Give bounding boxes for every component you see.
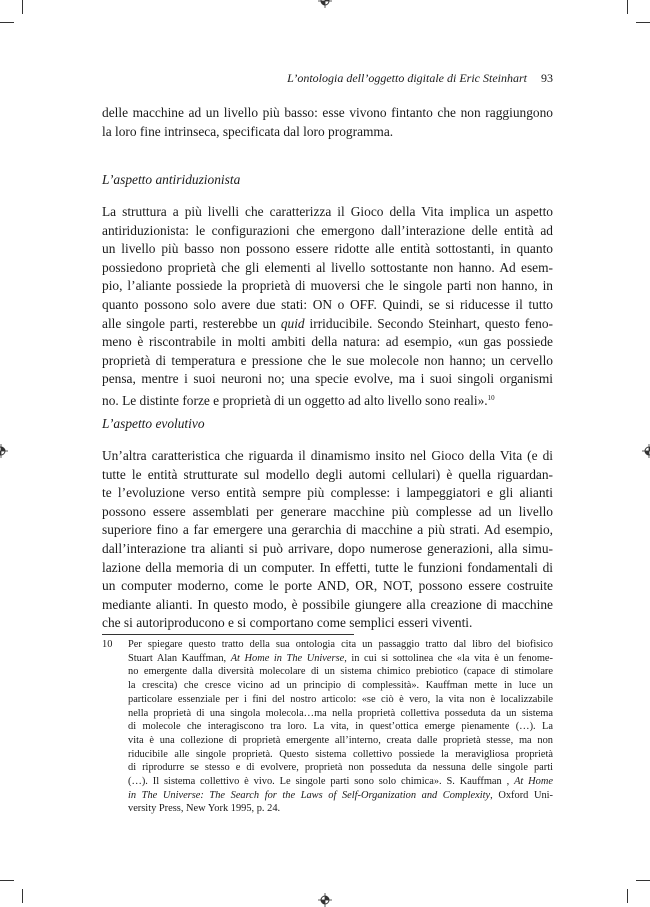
crop-mark xyxy=(636,22,650,23)
registration-mark-icon xyxy=(318,0,332,8)
text-line: pensa, mentre i suoi neuroni no; una specie evolve, ma i suoi singoli organismi xyxy=(102,371,553,387)
footnote-body xyxy=(128,638,553,816)
crop-mark xyxy=(636,880,650,881)
text-run: , in cui si sottolinea che «la vita è un fenome- xyxy=(344,652,553,664)
book-title: At Home xyxy=(514,776,553,788)
text-run: , Oxford Uni- xyxy=(490,789,553,801)
book-title: in The Universe: The Search for the Laws of Self-Organization and Complexity xyxy=(128,789,491,801)
text-line xyxy=(128,775,553,789)
crop-mark xyxy=(22,0,23,14)
text-line: un computer moderno, come le porte AND, OR, NOT, possono essere costruite xyxy=(102,578,553,594)
footnote-ref[interactable]: 10 xyxy=(487,393,495,402)
crop-mark xyxy=(0,880,14,881)
text-line: particolare essenziale per i fini del nostro articolo: «se ciò è vero, la vita non è localizzabile xyxy=(128,693,553,705)
crop-mark xyxy=(627,889,628,903)
text-line: mediante alianti. In questo modo, è possibile giungere alla creazione di macchine xyxy=(102,596,553,612)
footnote-divider xyxy=(102,634,354,635)
text-run: (…). Il sistema collettivo è vivo. Le singole parti sono solo chimica». S. Kauffman , xyxy=(128,776,515,788)
text-line: di molecole che interagiscono tra loro. La vita, in quest’ottica emerge pienamente (…). La xyxy=(128,721,553,733)
section-heading: L’aspetto evolutivo xyxy=(102,416,205,431)
crop-mark xyxy=(22,889,23,903)
registration-mark-icon xyxy=(0,444,8,458)
text-line: riducibile alle singole proprietà. Questo sistema collettivo possiede la meravigliosa proprietà xyxy=(128,748,553,760)
paragraph xyxy=(102,203,553,411)
crop-mark xyxy=(0,22,14,23)
italic-term: quid xyxy=(280,315,305,331)
text-line: tutte le entità strutturate sul modello degli automi cellulari) è quella riguardan- xyxy=(102,466,553,482)
text-line: dall’interazione tra alianti si può arrivare, dopo numerose generazioni, alla simu- xyxy=(102,540,553,556)
book-title: At Home in The Universe xyxy=(230,652,345,664)
text-line: che si autoriproducono e si comportano come semplici esseri viventi. xyxy=(102,615,473,631)
text-line: no emergente dalla diversità molecolare di un sistema chimico prebiotico (capace di stimolare xyxy=(128,666,553,678)
text-line: versity Press, New York 1995, p. 24. xyxy=(128,803,281,815)
text-line: un livello più basso non possono essere ridotte alle entità sottostanti, in quanto xyxy=(102,241,553,257)
running-header xyxy=(287,71,553,86)
text-line: la crescita) che cresce vicino ad un principio di complessità». Kauffman mette in luce un xyxy=(128,680,553,692)
text-line xyxy=(102,315,553,334)
text-line: vita è una collezione di proprietà emergente all’interno, creata dalle proprietà stesse, ma non xyxy=(128,734,553,746)
text-line xyxy=(128,789,553,803)
text-line: proprietà di temperatura e pressione che le sue molecole non hanno; un cervello xyxy=(102,352,553,368)
running-title: L’ontologia dell’oggetto digitale di Eric Steinhart xyxy=(287,71,527,85)
text-line: Un’altra caratteristica che riguarda il dinamismo insito nel Gioco della Vita (e di xyxy=(102,448,553,463)
text-line: superiore fino a far emergere una gerarchia di macchine a più strati. Ad esempio, xyxy=(102,522,553,538)
text-line: pio, l’aliante possiede la proprietà di muoversi che le singole parti non hanno, in xyxy=(102,278,553,294)
text-run: alle singole parti, resterebbe un xyxy=(102,315,281,331)
text-run: no. Le distinte forze e proprietà di un oggetto ad alto livello sono reali». xyxy=(102,392,488,408)
text-line: Per spiegare questo tratto della sua ontologia cita un passaggio tratto dal libro del biofisico xyxy=(128,639,553,650)
text-line: lazione della memoria di un computer. In effetti, tutte le funzioni fondamentali di xyxy=(102,559,553,575)
text-line: la loro fine intrinseca, specificata dal loro programma. xyxy=(102,123,394,139)
text-line xyxy=(102,389,553,411)
text-line: possono essere assemblati per generare macchine più complesse ad un livello xyxy=(102,503,553,519)
text-line: nella proprietà di una singola molecola…ma nella proprietà collettiva posseduta da un sistema xyxy=(128,707,553,719)
text-line: antiriduzionista: le configurazioni che emergono dall’interazione delle entità ad xyxy=(102,222,553,238)
registration-mark-icon xyxy=(642,444,650,458)
paragraph xyxy=(102,104,553,141)
text-line: delle macchine ad un livello più basso: esse vivono fintanto che non raggiungono xyxy=(102,105,553,120)
text-line: te l’evoluzione verso entità sempre più complesse: i lampeggiatori e gli alianti xyxy=(102,485,553,501)
crop-mark xyxy=(627,0,628,14)
text-run: Stuart Alan Kauffman, xyxy=(128,652,231,664)
text-line xyxy=(128,652,553,666)
registration-mark-icon xyxy=(318,893,332,907)
text-line: quanto possono solo avere due stati: ON o OFF. Quindi, se si riducesse il tutto xyxy=(102,296,553,312)
section-heading: L’aspetto antiriduzionista xyxy=(102,172,241,187)
text-line: di riprodurre se stesso e di evolvere, proprietà non posseduta da nessuna delle singole parti xyxy=(128,762,553,774)
page-number: 93 xyxy=(541,71,553,85)
text-line: possiedono proprietà che gli elementi al livello sottostante non hanno. Ad esem- xyxy=(102,259,553,275)
text-line: La struttura a più livelli che caratterizza il Gioco della Vita implica un aspetto xyxy=(102,204,553,219)
text-run: irriducibile. Secondo Steinhart, questo feno- xyxy=(304,315,553,331)
paragraph xyxy=(102,447,553,633)
text-line: meno è riscontrabile in molti ambiti della natura: ad esempio, «un gas possiede xyxy=(102,334,553,350)
footnote-number: 10 xyxy=(102,639,113,650)
